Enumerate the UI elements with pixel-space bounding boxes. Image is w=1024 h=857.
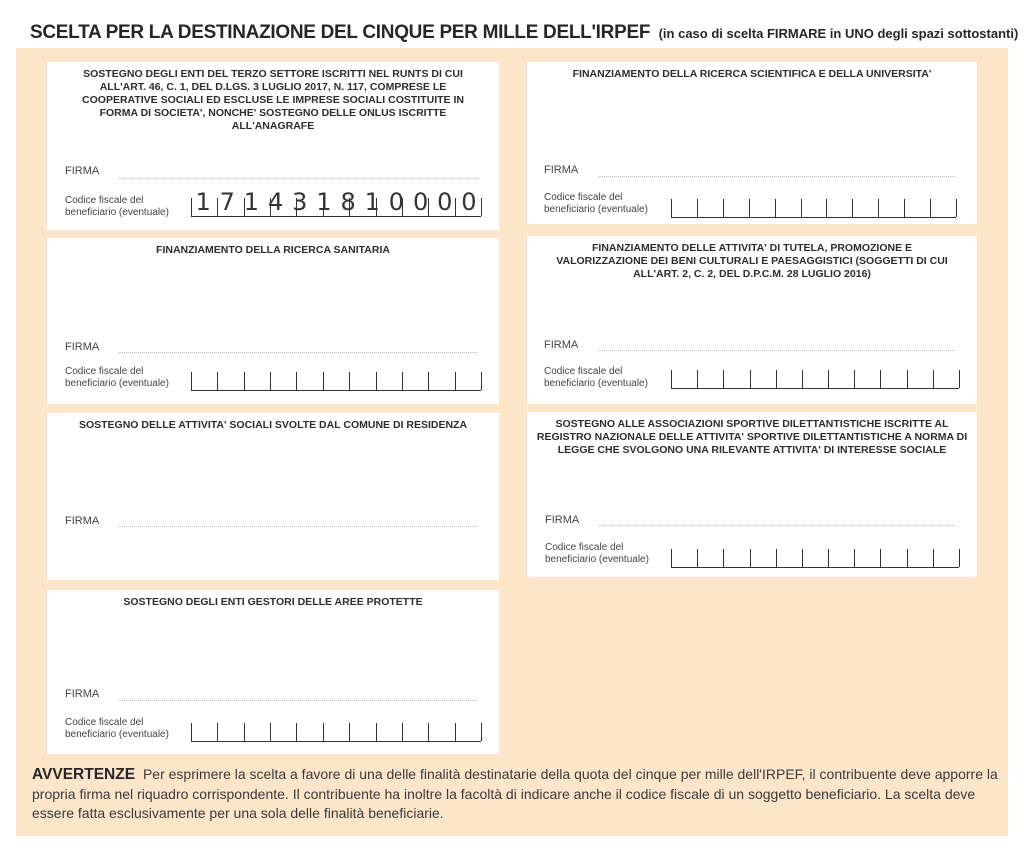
cf-label-line1: Codice fiscale del — [65, 195, 144, 206]
cf-cell-divider — [323, 372, 324, 390]
cf-cell-divider — [776, 549, 777, 567]
cf-digit: 0 — [437, 188, 453, 216]
cf-label-line1: Codice fiscale del — [545, 542, 624, 553]
cf-cell-divider — [455, 723, 456, 741]
cf-cell-divider — [481, 372, 482, 390]
cf-cell-divider — [191, 372, 192, 390]
signature-field[interactable] — [119, 178, 479, 179]
cf-cell-divider — [907, 370, 908, 388]
cf-cell-divider — [349, 723, 350, 741]
section-title: SOSTEGNO ALLE ASSOCIAZIONI SPORTIVE DILETTANTISTICHE ISCRITTE AL REGISTRO NAZIONALE DELLE ATTIVITA' SPORTIVE DILETTANTISTICHE A NORMA DI LEGGE CHE SVOLGONO UNA RILEVANTE ATTIVITA' DI INTERESSE SOCIALE — [536, 418, 968, 456]
signature-field[interactable] — [119, 526, 477, 527]
cf-label-line2: beneficiario (eventuale) — [544, 378, 648, 389]
cf-cell-divider — [930, 199, 931, 217]
cf-cell-divider — [671, 549, 672, 567]
cf-digit: 7 — [219, 188, 235, 216]
cf-cell-divider — [481, 723, 482, 741]
cf-cell-divider — [402, 723, 403, 741]
cf-label-line2: beneficiario (eventuale) — [545, 554, 649, 565]
cf-cell-divider — [723, 370, 724, 388]
cf-cell-divider — [376, 372, 377, 390]
cf-cell-divider — [828, 370, 829, 388]
section-aree-protette — [47, 590, 499, 754]
section-title: FINANZIAMENTO DELLA RICERCA SANITARIA — [156, 244, 390, 256]
cf-cell-divider — [376, 723, 377, 741]
firma-label: FIRMA — [544, 339, 579, 351]
warning-text: Per esprimere la scelta a favore di una delle finalità destinatarie della quota del cinque per mille dell'IRPEF, il contribuente deve apporre la propria firma nel riquadro corrispondente. Il contribuente ha inoltre la facoltà di indicare anche il codice fiscale di un soggetto beneficiario. La scelta deve essere fatta esclusivamente per una sola delle finalità beneficiarie. — [32, 766, 998, 821]
firma-label: FIRMA — [65, 688, 100, 700]
cf-cell-divider — [428, 723, 429, 741]
cf-cell-divider — [828, 549, 829, 567]
cf-digit: 0 — [412, 188, 429, 216]
cf-cell-divider — [244, 372, 245, 390]
firma-label: FIRMA — [544, 164, 579, 176]
cf-cell-divider — [959, 370, 960, 388]
cf-digit: 8 — [340, 188, 356, 216]
cf-label-line2: beneficiario (eventuale) — [65, 378, 169, 389]
cf-cell-divider — [750, 549, 751, 567]
firma-label: FIRMA — [65, 515, 100, 527]
cf-digit: 0 — [388, 188, 405, 216]
cf-cell-divider — [671, 370, 672, 388]
codice-fiscale-label — [65, 717, 169, 741]
codice-fiscale-label — [65, 366, 169, 390]
signature-field[interactable] — [599, 350, 955, 351]
cf-cell-divider — [826, 199, 827, 217]
cf-label-line2: beneficiario (eventuale) — [544, 204, 648, 215]
cf-digit: 4 — [267, 188, 284, 216]
section-title: FINANZIAMENTO DELLE ATTIVITA' DI TUTELA, PROMOZIONE E VALORIZZAZIONE DEI BENI CULTURALI E PAESAGGISTICI (SOGGETTI DI CUI ALL'ART. 2, C. 2, DEL D.P.C.M. 28 LUGLIO 2016) — [556, 242, 948, 280]
cf-digit: 1 — [316, 188, 332, 216]
cf-digit: 1 — [195, 188, 211, 216]
cf-cell-divider — [749, 199, 750, 217]
cf-label-line1: Codice fiscale del — [65, 717, 144, 728]
warning-heading: AVVERTENZE — [32, 766, 136, 783]
cf-digit: 3 — [292, 188, 308, 216]
cf-cell-divider — [750, 370, 751, 388]
cf-label-line2: beneficiario (eventuale) — [65, 207, 169, 218]
cf-cell-divider — [455, 372, 456, 390]
cf-label-line1: Codice fiscale del — [65, 366, 144, 377]
cf-cell-divider — [854, 370, 855, 388]
cf-cell-divider — [217, 372, 218, 390]
firma-label: FIRMA — [65, 165, 100, 177]
firma-label: FIRMA — [545, 514, 580, 526]
cf-cell-divider — [191, 723, 192, 741]
section-title: FINANZIAMENTO DELLA RICERCA SCIENTIFICA E DELLA UNIVERSITA' — [572, 68, 932, 80]
cf-cell-divider — [723, 549, 724, 567]
cf-cell-divider — [697, 549, 698, 567]
cf-cell-divider — [933, 549, 934, 567]
cf-cell-divider — [671, 199, 672, 217]
cf-cell-divider — [402, 372, 403, 390]
cf-digit: 0 — [461, 188, 477, 216]
cf-cell-divider — [904, 199, 905, 217]
codice-fiscale-input[interactable] — [191, 723, 481, 742]
codice-fiscale-input[interactable] — [191, 372, 481, 391]
cf-label-line1: Codice fiscale del — [544, 192, 623, 203]
codice-fiscale-input[interactable] — [191, 188, 481, 217]
firma-label: FIRMA — [65, 341, 100, 353]
cf-cell-divider — [697, 370, 698, 388]
cf-digit: 1 — [243, 188, 260, 216]
cf-cell-divider — [878, 199, 879, 217]
cf-cell-divider — [852, 199, 853, 217]
section-ricerca-sanitaria — [47, 238, 499, 404]
form-title — [30, 22, 1019, 44]
cf-cell-divider — [244, 723, 245, 741]
section-title: SOSTEGNO DELLE ATTIVITA' SOCIALI SVOLTE DAL COMUNE DI RESIDENZA — [78, 419, 468, 431]
signature-field[interactable] — [599, 176, 955, 177]
codice-fiscale-label — [65, 195, 169, 219]
warning-notice — [32, 765, 1002, 824]
signature-field[interactable] — [599, 525, 955, 526]
cf-cell-divider — [776, 370, 777, 388]
cf-cell-divider — [907, 549, 908, 567]
cf-cell-divider — [723, 199, 724, 217]
cf-cell-divider — [880, 370, 881, 388]
cf-cell-divider — [296, 372, 297, 390]
signature-field[interactable] — [119, 700, 477, 701]
cf-cell-divider — [880, 549, 881, 567]
cf-cell-divider — [270, 723, 271, 741]
section-ricerca-scientifica — [527, 62, 977, 224]
cf-cell-divider — [428, 372, 429, 390]
section-sportive-dilettantistiche — [527, 412, 977, 577]
section-beni-culturali — [527, 236, 977, 404]
cf-cell-divider — [933, 370, 934, 388]
section-terzo-settore — [47, 62, 499, 230]
form-title-instruction: (in caso di scelta FIRMARE in UNO degli spazi sottostanti) — [658, 26, 1019, 41]
cf-cell-divider — [854, 549, 855, 567]
codice-fiscale-label — [544, 192, 648, 216]
cf-cell-divider — [270, 372, 271, 390]
codice-fiscale-label — [544, 366, 648, 390]
cf-cell-divider — [801, 199, 802, 217]
codice-fiscale-input[interactable] — [671, 370, 959, 389]
cf-cell-divider — [697, 199, 698, 217]
form-title-main: SCELTA PER LA DESTINAZIONE DEL CINQUE PER MILLE DELL'IRPEF — [30, 22, 651, 43]
cf-cell-divider — [959, 549, 960, 567]
cf-cell-divider — [956, 199, 957, 217]
section-comune-residenza — [47, 413, 499, 580]
cf-cell-divider — [217, 723, 218, 741]
cf-cell-divider — [802, 549, 803, 567]
cf-label-line1: Codice fiscale del — [544, 366, 623, 377]
section-title: SOSTEGNO DEGLI ENTI GESTORI DELLE AREE PROTETTE — [123, 596, 423, 608]
cf-label-line2: beneficiario (eventuale) — [65, 729, 169, 740]
codice-fiscale-input[interactable] — [671, 199, 956, 218]
cf-digit: 1 — [364, 188, 380, 216]
cf-cell-divider — [323, 723, 324, 741]
cf-cell-divider — [296, 723, 297, 741]
cf-cell-divider — [349, 372, 350, 390]
codice-fiscale-input[interactable] — [671, 549, 959, 568]
codice-fiscale-label — [545, 542, 649, 566]
section-title: SOSTEGNO DEGLI ENTI DEL TERZO SETTORE ISCRITTI NEL RUNTS DI CUI ALL'ART. 46, C. 1, DEL D.LGS. 3 LUGLIO 2017, N. 117, COMPRESE LE COOPERATIVE SOCIALI ED ESCLUSE LE IMPRESE SOCIALI COSTITUITE IN FORMA DI SOCIETA', NONCHE' SOSTEGNO DELLE ONLUS ISCRITTE ALL'ANAGRAFE — [82, 68, 464, 132]
cf-cell-divider — [775, 199, 776, 217]
cf-cell-divider — [802, 370, 803, 388]
signature-field[interactable] — [119, 352, 477, 353]
